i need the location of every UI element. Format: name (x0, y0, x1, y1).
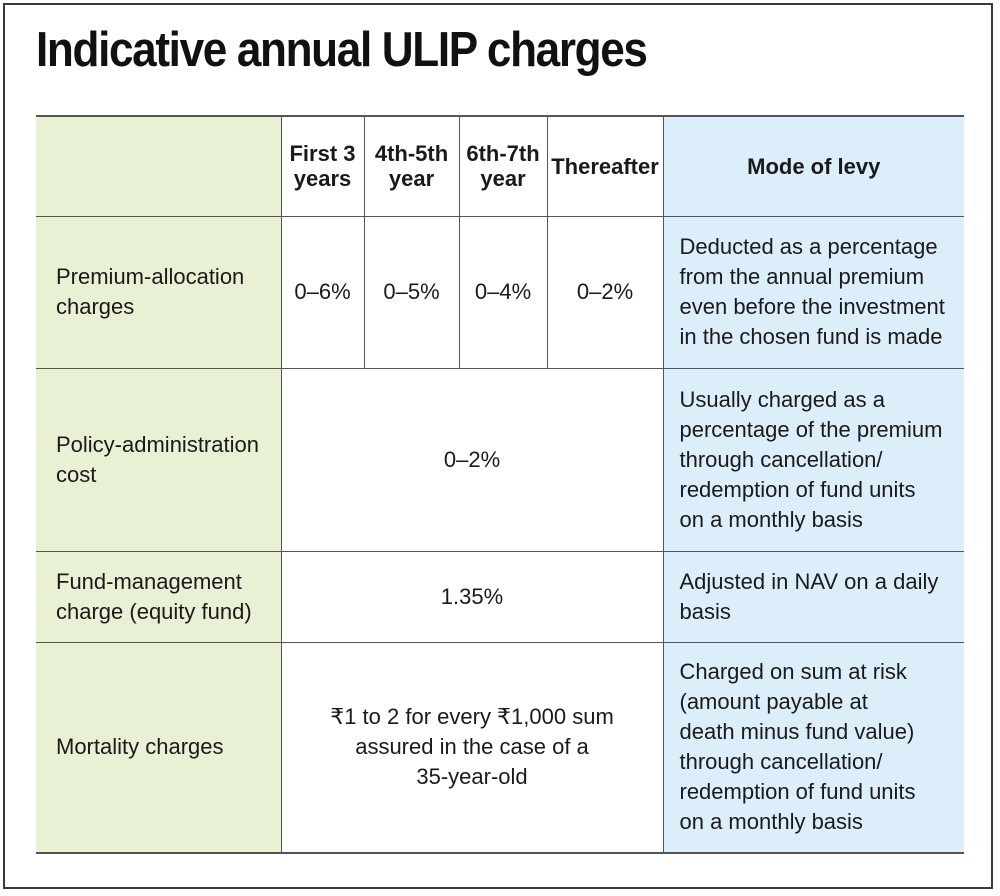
table-row (36, 368, 964, 551)
mode-of-levy-cell: Adjusted in NAV on a daily basis (663, 551, 964, 642)
mode-of-levy-cell: Usually charged as a percentage of the premium through cancellation/ redemption of fund units on a monthly basis (663, 368, 964, 551)
value-all-years: 1.35% (281, 551, 663, 642)
header-mode-of-levy: Mode of levy (663, 116, 964, 216)
header-first-3-years: First 3 years (281, 116, 364, 216)
value-thereafter: 0–2% (547, 216, 663, 368)
value-4th-5th-year: 0–5% (364, 216, 459, 368)
table-row (36, 216, 964, 368)
header-4th-5th-year: 4th-5th year (364, 116, 459, 216)
mode-of-levy-cell: Charged on sum at risk (amount payable at death minus fund value) through cancellation/ redemption of fund units on a monthly basis (663, 642, 964, 853)
row-label-premium-allocation: Premium-allocation charges (36, 216, 281, 368)
header-corner (36, 116, 281, 216)
value-first-3-years: 0–6% (281, 216, 364, 368)
row-label-policy-administration: Policy-administration cost (36, 368, 281, 551)
header-6th-7th-year: 6th-7th year (459, 116, 547, 216)
value-all-years: 0–2% (281, 368, 663, 551)
value-all-years: ₹1 to 2 for every ₹1,000 sum assured in the case of a 35-year-old (281, 642, 663, 853)
row-label-mortality: Mortality charges (36, 642, 281, 853)
page-title: Indicative annual ULIP charges (36, 23, 647, 77)
charges-table (36, 115, 964, 854)
table-row (36, 551, 964, 642)
header-thereafter: Thereafter (547, 116, 663, 216)
value-6th-7th-year: 0–4% (459, 216, 547, 368)
header-row (36, 116, 964, 216)
table-row (36, 642, 964, 853)
mode-of-levy-cell: Deducted as a percentage from the annual premium even before the investment in the chosen fund is made (663, 216, 964, 368)
row-label-fund-management: Fund-management charge (equity fund) (36, 551, 281, 642)
